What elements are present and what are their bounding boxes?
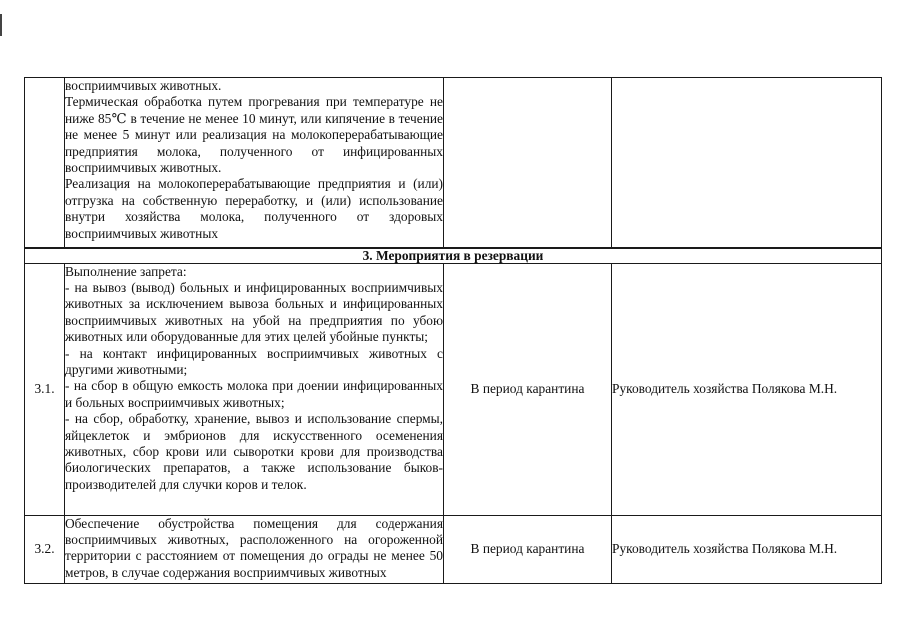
- table-row: [25, 515, 882, 583]
- responsible-cell: Руководитель хозяйства Полякова М.Н.: [612, 263, 882, 515]
- row-number-cell: [25, 78, 65, 248]
- text-line: восприимчивых животных.: [65, 78, 222, 93]
- measure-text-cell: [65, 78, 444, 248]
- text-line: - на вывоз (вывод) больных и инфицированных восприимчивых животных за исключением вывоза больных и инфицированных восприимчивых животных на убой на предприятия по убою животных или оборудованные для этих целей убойные пункты;: [65, 279, 443, 345]
- period-cell: В период карантина: [444, 263, 612, 515]
- table-row: [25, 78, 882, 248]
- period-cell: [444, 78, 612, 248]
- row-number: 3.2.: [25, 515, 65, 583]
- text-line: Реализация на молокоперерабатывающие предприятия и (или) отгрузка на собственную переработку, и (или) использование внутри хозяйства молока, полученного от здоровых восприимчивых животных: [65, 176, 443, 241]
- text-line: - на сбор, обработку, хранение, вывоз и использование спермы, яйцеклеток и эмбрионов для искусственного осеменения животных, сбор крови или сыворотки крови для производства биологических препаратов, а также использование быков-производителей для случки коров и телок.: [65, 411, 443, 492]
- text-line: - на контакт инфицированных восприимчивых животных с другими животными;: [65, 345, 443, 377]
- section-header-row: [25, 248, 882, 264]
- text-line: - на сбор в общую емкость молока при доении инфицированных и больных восприимчивых животных;: [65, 378, 443, 410]
- measure-text-cell: [65, 263, 444, 515]
- scan-edge-mark: [0, 14, 2, 36]
- responsible-cell: [612, 78, 882, 248]
- measure-text-cell: [65, 515, 444, 583]
- text-line: Термическая обработка путем прогревания при температуре не ниже 85℃ в течение не менее 10 минут, или кипячение в течение не менее 5 минут или реализация на молокоперерабатывающие предприятия молока, полученного от инфицированных восприимчивых животных.: [65, 94, 443, 176]
- section-title: 3. Мероприятия в резервации: [25, 248, 882, 264]
- table-row: [25, 263, 882, 515]
- responsible-cell: Руководитель хозяйства Полякова М.Н.: [612, 515, 882, 583]
- measures-table: [24, 77, 882, 584]
- text-line: Обеспечение обустройства помещения для содержания восприимчивых животных, расположенного на огороженной территории с расстоянием от помещения до ограды не менее 50 метров, в случае содержания восприимчивых животных: [65, 515, 443, 580]
- row-number: 3.1.: [25, 263, 65, 515]
- text-line: Выполнение запрета:: [65, 263, 187, 279]
- period-cell: В период карантина: [444, 515, 612, 583]
